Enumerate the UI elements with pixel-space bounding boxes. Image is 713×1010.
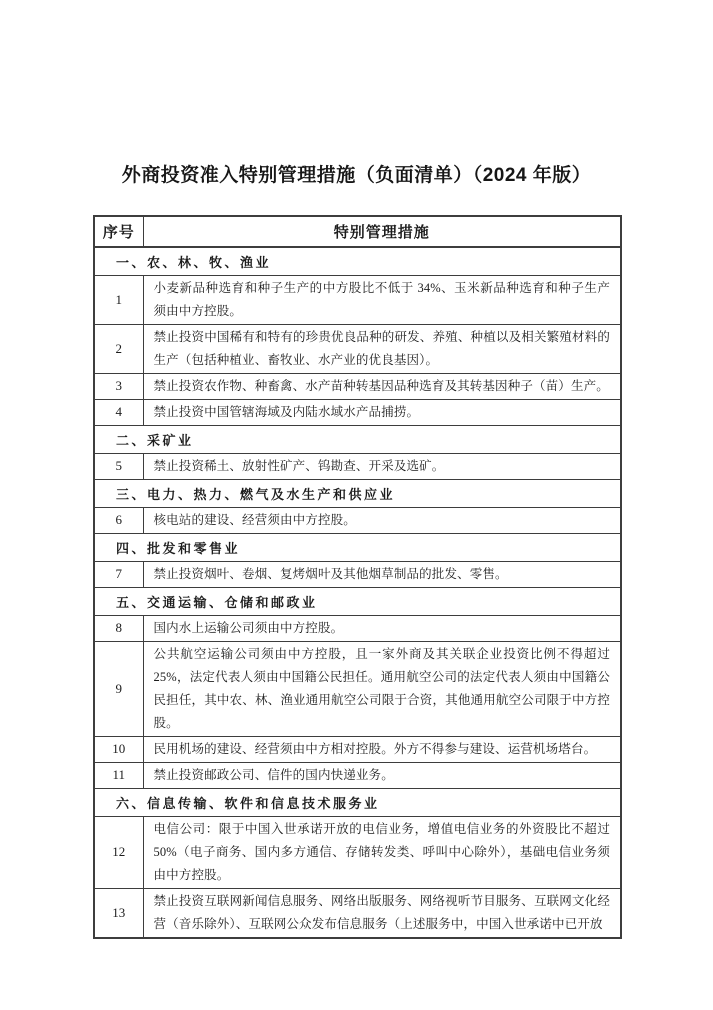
table-row <box>94 453 621 479</box>
table-row <box>94 399 621 425</box>
item-measure-text: 禁止投资中国稀有和特有的珍贵优良品种的研发、养殖、种植以及相关繁殖材料的生产（包括种植业、畜牧业、水产业的优良基因）。 <box>143 324 621 373</box>
item-number-cell: 1 <box>94 275 143 324</box>
item-number-cell: 7 <box>94 561 143 587</box>
header-measure-cell: 特别管理措施 <box>143 216 621 247</box>
table-row <box>94 373 621 399</box>
item-number-cell: 6 <box>94 507 143 533</box>
item-measure-text: 禁止投资稀土、放射性矿产、钨勘查、开采及选矿。 <box>143 453 621 479</box>
item-measure-text: 禁止投资互联网新闻信息服务、网络出版服务、网络视听节目服务、互联网文化经营（音乐除外）、互联网公众发布信息服务（上述服务中，中国入世承诺中已开放 <box>143 888 621 938</box>
item-number-cell: 11 <box>94 762 143 788</box>
item-number-cell: 9 <box>94 641 143 736</box>
item-measure-text: 民用机场的建设、经营须由中方相对控股。外方不得参与建设、运营机场塔台。 <box>143 736 621 762</box>
table-body <box>94 247 621 938</box>
section-label: 二、采矿业 <box>94 425 621 453</box>
section-label: 五、交通运输、仓储和邮政业 <box>94 587 621 615</box>
section-row <box>94 788 621 816</box>
item-number-cell: 8 <box>94 615 143 641</box>
item-number-cell: 12 <box>94 816 143 888</box>
item-measure-text: 禁止投资烟叶、卷烟、复烤烟叶及其他烟草制品的批发、零售。 <box>143 561 621 587</box>
negative-list-table <box>93 215 622 939</box>
item-measure-text: 公共航空运输公司须由中方控股，且一家外商及其关联企业投资比例不得超过 25%，法定代表人须由中国籍公民担任。通用航空公司的法定代表人须由中国籍公民担任，其中农、林、渔业通用航空公司限于合资，其他通用航空公司限于中方控股。 <box>143 641 621 736</box>
item-measure-text: 核电站的建设、经营须由中方控股。 <box>143 507 621 533</box>
table-row <box>94 324 621 373</box>
table-row <box>94 762 621 788</box>
document-title: 外商投资准入特别管理措施（负面清单）（2024 年版） <box>121 165 592 186</box>
section-label: 三、电力、热力、燃气及水生产和供应业 <box>94 479 621 507</box>
section-row <box>94 479 621 507</box>
item-number-cell: 13 <box>94 888 143 938</box>
section-row <box>94 425 621 453</box>
section-row <box>94 247 621 275</box>
item-number-cell: 4 <box>94 399 143 425</box>
item-number-cell: 10 <box>94 736 143 762</box>
section-row <box>94 587 621 615</box>
item-measure-text: 禁止投资中国管辖海域及内陆水域水产品捕捞。 <box>143 399 621 425</box>
item-measure-text: 电信公司：限于中国入世承诺开放的电信业务，增值电信业务的外资股比不超过 50%（电子商务、国内多方通信、存储转发类、呼叫中心除外），基础电信业务须由中方控股。 <box>143 816 621 888</box>
section-row <box>94 533 621 561</box>
item-measure-text: 国内水上运输公司须由中方控股。 <box>143 615 621 641</box>
item-number-cell: 2 <box>94 324 143 373</box>
table-row <box>94 641 621 736</box>
table-row <box>94 888 621 938</box>
item-measure-text: 小麦新品种选育和种子生产的中方股比不低于 34%、玉米新品种选育和种子生产须由中方控股。 <box>143 275 621 324</box>
header-index-cell: 序号 <box>94 216 143 247</box>
table-row <box>94 275 621 324</box>
table-row <box>94 507 621 533</box>
section-label: 六、信息传输、软件和信息技术服务业 <box>94 788 621 816</box>
table-row <box>94 561 621 587</box>
item-number-cell: 3 <box>94 373 143 399</box>
table-row <box>94 615 621 641</box>
section-label: 四、批发和零售业 <box>94 533 621 561</box>
item-measure-text: 禁止投资农作物、种畜禽、水产苗种转基因品种选育及其转基因种子（苗）生产。 <box>143 373 621 399</box>
item-measure-text: 禁止投资邮政公司、信件的国内快递业务。 <box>143 762 621 788</box>
table-header-row <box>94 216 621 247</box>
table-row <box>94 816 621 888</box>
section-label: 一、农、林、牧、渔业 <box>94 247 621 275</box>
item-number-cell: 5 <box>94 453 143 479</box>
table-row <box>94 736 621 762</box>
